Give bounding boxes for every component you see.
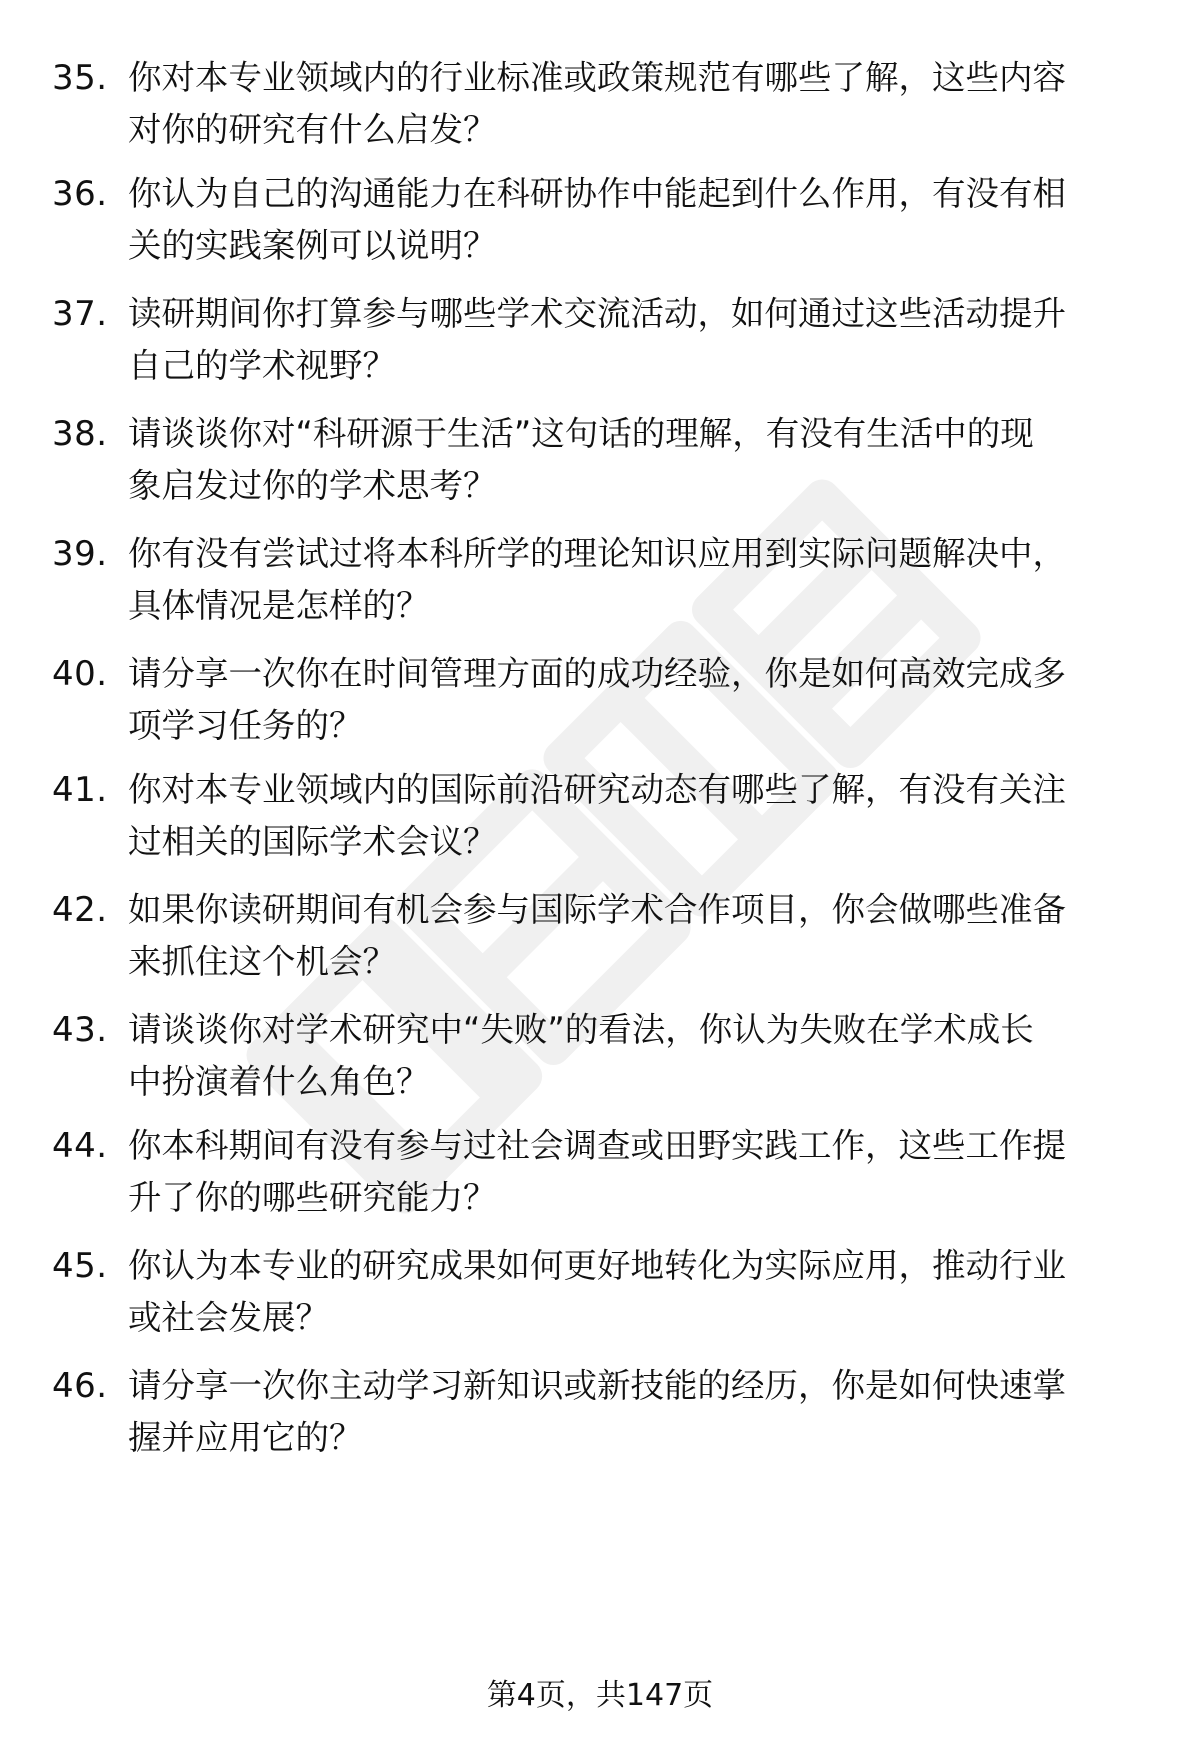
question-number: 45. [52, 1246, 108, 1286]
question-text: 你认为自己的沟通能力在科研协作中能起到什么作用，有没有相 关的实践案例可以说明？ [128, 174, 1066, 265]
question-text: 你有没有尝试过将本科所学的理论知识应用到实际问题解决中， 具体情况是怎样的？ [128, 534, 1066, 625]
question-item-36 [0, 168, 1200, 278]
question-number: 44. [52, 1126, 108, 1166]
question-text: 请分享一次你主动学习新知识或新技能的经历，你是如何快速掌 握并应用它的？ [128, 1366, 1066, 1457]
question-number: 35. [52, 58, 108, 98]
question-item-46 [0, 1360, 1200, 1470]
question-item-41 [0, 764, 1200, 874]
question-number: 41. [52, 770, 108, 810]
question-text: 你对本专业领域内的国际前沿研究动态有哪些了解，有没有关注 过相关的国际学术会议？ [128, 770, 1066, 861]
question-number: 43. [52, 1010, 108, 1050]
question-text: 如果你读研期间有机会参与国际学术合作项目，你会做哪些准备 来抓住这个机会？ [128, 890, 1066, 981]
page-number-footer: 第4页，共147页 [486, 1678, 714, 1713]
question-text: 你对本专业领域内的行业标准或政策规范有哪些了解，这些内容 对你的研究有什么启发？ [128, 58, 1066, 149]
question-item-39 [0, 528, 1200, 638]
question-text: 请谈谈你对“科研源于生活”这句话的理解，有没有生活中的现 象启发过你的学术思考？ [128, 414, 1034, 505]
question-item-35 [0, 52, 1200, 162]
question-item-40 [0, 648, 1200, 758]
question-item-45 [0, 1240, 1200, 1350]
question-item-44 [0, 1120, 1200, 1230]
question-number: 38. [52, 414, 108, 454]
question-text: 读研期间你打算参与哪些学术交流活动，如何通过这些活动提升 自己的学术视野？ [128, 294, 1066, 385]
question-number: 37. [52, 294, 108, 334]
question-text: 请谈谈你对学术研究中“失败”的看法，你认为失败在学术成长 中扮演着什么角色？ [128, 1010, 1034, 1101]
question-item-37 [0, 288, 1200, 398]
question-number: 42. [52, 890, 108, 930]
question-item-43 [0, 1004, 1200, 1114]
question-number: 36. [52, 174, 108, 214]
question-number: 46. [52, 1366, 108, 1406]
question-text: 你认为本专业的研究成果如何更好地转化为实际应用，推动行业 或社会发展？ [128, 1246, 1066, 1337]
question-item-38 [0, 408, 1200, 518]
question-number: 39. [52, 534, 108, 574]
question-number: 40. [52, 654, 108, 694]
question-text: 你本科期间有没有参与过社会调查或田野实践工作，这些工作提 升了你的哪些研究能力？ [128, 1126, 1066, 1217]
question-text: 请分享一次你在时间管理方面的成功经验，你是如何高效完成多 项学习任务的？ [128, 654, 1066, 745]
question-item-42 [0, 884, 1200, 994]
